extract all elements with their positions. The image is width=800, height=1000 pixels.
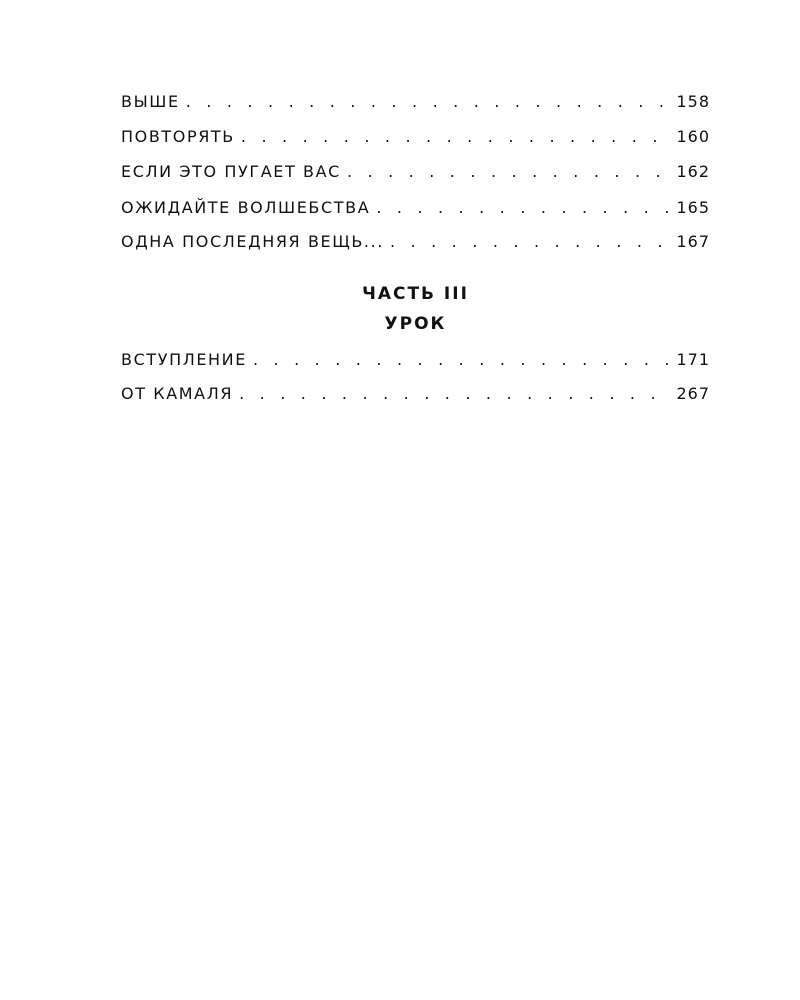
dot-leader (347, 162, 671, 181)
toc-entry-title: ЕСЛИ ЭТО ПУГАЕТ ВАС (121, 162, 341, 181)
toc-entry-page: 167 (676, 232, 710, 251)
dot-leader (390, 232, 670, 251)
toc-entry-title: ВСТУПЛЕНИЕ (121, 350, 247, 369)
toc-entry-page: 162 (676, 162, 710, 181)
toc-entry[interactable] (121, 162, 710, 186)
dot-leader (253, 350, 671, 369)
dot-leader (241, 127, 671, 146)
toc-entry[interactable] (121, 198, 710, 222)
toc-entry-title: ОЖИДАЙТЕ ВОЛШЕБСТВА (121, 198, 371, 217)
toc-entry[interactable] (121, 127, 710, 151)
toc-entry-page: 171 (676, 350, 710, 369)
toc-entry[interactable] (121, 384, 710, 408)
toc-entry-title: ОДНА ПОСЛЕДНЯЯ ВЕЩЬ... (121, 232, 384, 251)
toc-entry-page: 165 (676, 198, 710, 217)
toc-entry-title: ОТ КАМАЛЯ (121, 384, 234, 403)
dot-leader (186, 92, 671, 111)
part-title-heading: УРОК (384, 314, 447, 334)
toc-entry-page: 160 (676, 127, 710, 146)
toc-entry[interactable] (121, 92, 710, 116)
dot-leader (239, 384, 670, 403)
toc-entry[interactable] (121, 232, 710, 256)
toc-entry-page: 267 (676, 384, 710, 403)
toc-entry-title: ПОВТОРЯТЬ (121, 127, 235, 146)
toc-entry-page: 158 (676, 92, 710, 111)
toc-entry[interactable] (121, 350, 710, 374)
part-number-heading: ЧАСТЬ III (362, 284, 469, 304)
toc-entry-title: ВЫШЕ (121, 92, 180, 111)
dot-leader (376, 198, 670, 217)
